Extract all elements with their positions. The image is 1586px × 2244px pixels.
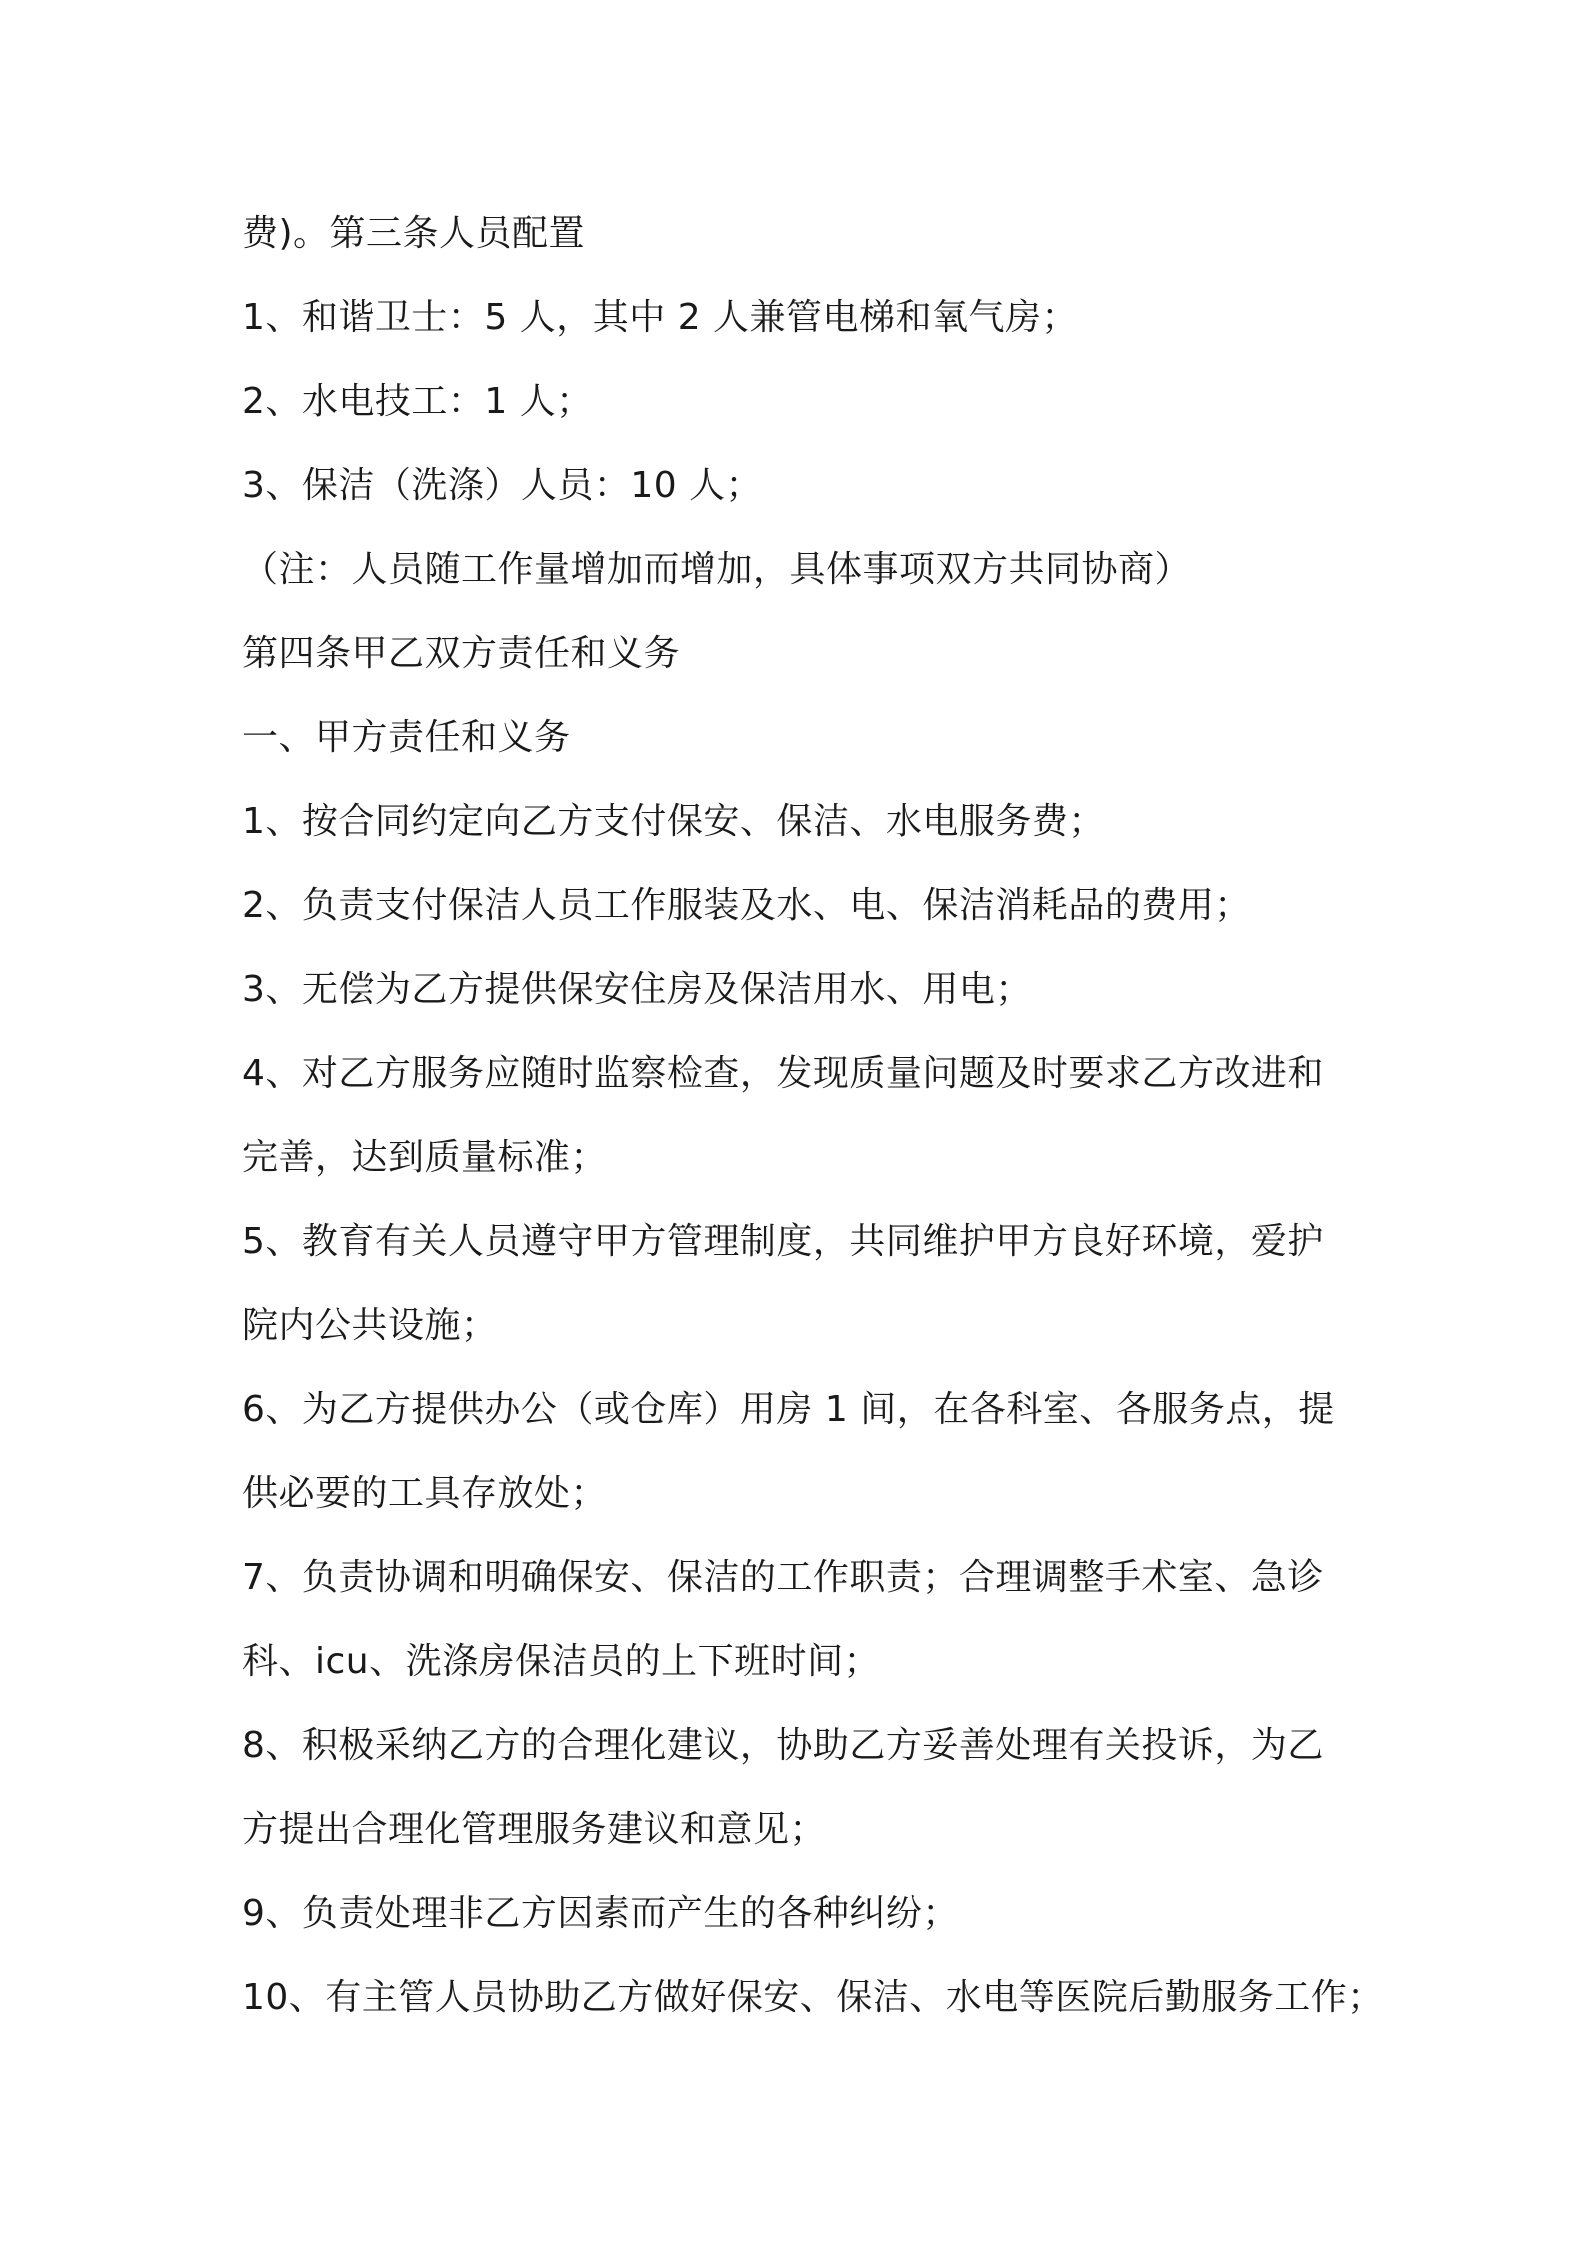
list-item-1: 1、按合同约定向乙方支付保安、保洁、水电服务费； xyxy=(242,801,1105,842)
section-heading-article-4: 第四条甲乙双方责任和义务 xyxy=(242,633,681,674)
list-item-4-cont: 完善，达到质量标准； xyxy=(242,1137,608,1178)
text-line-staff-1: 1、和谐卫士：5 人，其中 2 人兼管电梯和氧气房； xyxy=(242,297,1079,338)
text-line-continuation: 费)。第三条人员配置 xyxy=(242,213,586,254)
text-line-note: （注：人员随工作量增加而增加，具体事项双方共同协商） xyxy=(242,549,1192,590)
list-item-5: 5、教育有关人员遵守甲方管理制度，共同维护甲方良好环境，爱护 xyxy=(242,1221,1324,1262)
document-body xyxy=(242,192,1384,2040)
list-item-7-cont: 科、icu、洗涤房保洁员的上下班时间； xyxy=(242,1641,881,1682)
list-item-8-cont: 方提出合理化管理服务建议和意见； xyxy=(242,1809,827,1850)
list-item-8: 8、积极采纳乙方的合理化建议，协助乙方妥善处理有关投诉，为乙 xyxy=(242,1725,1324,1766)
list-item-2: 2、负责支付保洁人员工作服装及水、电、保洁消耗品的费用； xyxy=(242,885,1251,926)
list-item-6-cont: 供必要的工具存放处； xyxy=(242,1473,608,1514)
subsection-heading-party-a: 一、甲方责任和义务 xyxy=(242,717,571,758)
list-item-4: 4、对乙方服务应随时监察检查，发现质量问题及时要求乙方改进和 xyxy=(242,1053,1324,1094)
text-line-staff-3: 3、保洁（洗涤）人员：10 人； xyxy=(242,465,763,506)
list-item-7: 7、负责协调和明确保安、保洁的工作职责；合理调整手术室、急诊 xyxy=(242,1557,1324,1598)
list-item-9: 9、负责处理非乙方因素而产生的各种纠纷； xyxy=(242,1893,959,1934)
list-item-5-cont: 院内公共设施； xyxy=(242,1305,498,1346)
list-item-10: 10、有主管人员协助乙方做好保安、保洁、水电等医院后勤服务工作； xyxy=(242,1977,1384,2018)
list-item-6: 6、为乙方提供办公（或仓库）用房 1 间，在各科室、各服务点，提 xyxy=(242,1389,1335,1430)
list-item-3: 3、无偿为乙方提供保安住房及保洁用水、用电； xyxy=(242,969,1032,1010)
text-line-staff-2: 2、水电技工：1 人； xyxy=(242,381,593,422)
